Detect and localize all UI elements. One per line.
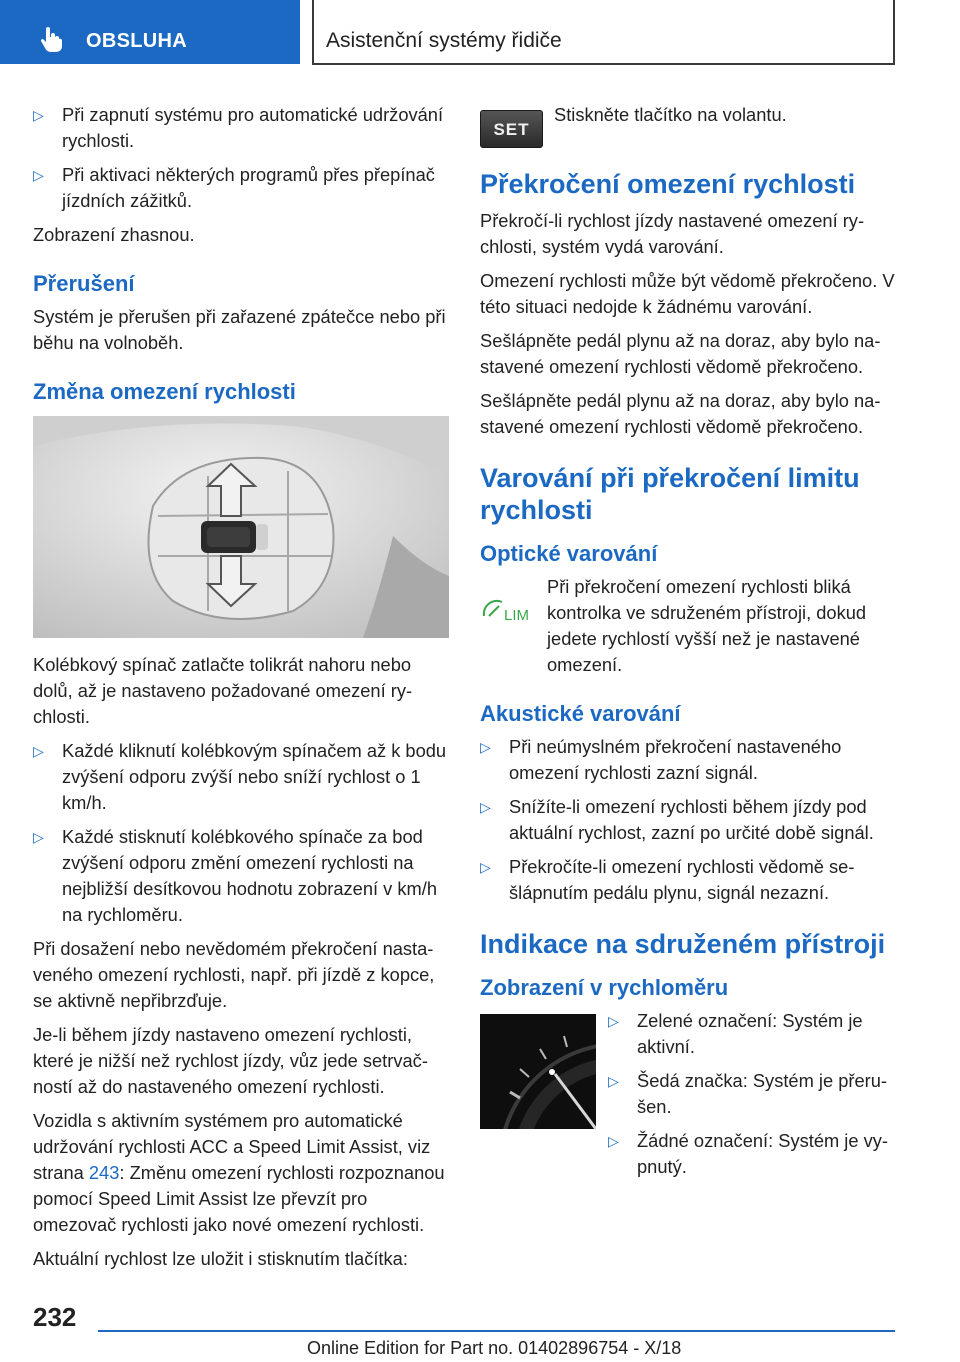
paragraph: Zobrazení zhasnou.	[33, 224, 195, 245]
header-rule	[312, 63, 895, 65]
left-column	[33, 102, 449, 1280]
heading-akusticke: Akustické varování	[480, 701, 681, 726]
paragraph: Aktuální rychlost lze uložit i stisknutím tlačítka:	[33, 1248, 408, 1269]
paragraph: Kolébkový spínač zatlačte tolikrát nahoru nebo dolů, až je nastaveno požadované omezení rychlosti.	[33, 654, 413, 727]
paragraph: Sešlápněte pedál plynu až na doraz, aby bylo nastavené omezení rychlosti vědomě překročeno.	[480, 390, 881, 437]
heading-opticke: Optické varování	[480, 541, 658, 566]
edition-info: Online Edition for Part no. 01402896754 - X/18	[307, 1338, 682, 1358]
set-button-row	[480, 102, 900, 150]
list-item: ▷ Každé stisknutí kolébkového spínače za bod zvýšení odporu změní omezení rychlosti na nejbližší desítkovou hodnotu zobrazení v km/h na rychloměru.	[33, 826, 437, 925]
paragraph: Při dosažení nebo nevědomém překročení nastaveného omezení rychlosti, např. při jízdě z kopce, se aktivně nepřibrzďuje.	[33, 938, 435, 1011]
list-item: ▷ Žádné označení: Systém je vypnutý.	[608, 1130, 888, 1177]
footer-rule	[98, 1330, 895, 1332]
heading-prekroceni: Překročení omezení rychlosti	[480, 169, 856, 199]
list-item: ▷ Šedá značka: Systém je přerušen.	[608, 1070, 887, 1117]
optical-warning-block	[480, 574, 900, 678]
list-item: ▷ Při neúmyslném překročení nastaveného omezení rychlosti zazní signál.	[480, 736, 842, 783]
paragraph: Vozidla s aktivním systémem pro automatické udržování rychlosti ACC a Speed Limit Assist, viz strana 243: Změnu omezení rychlosti rozpoznanou pomocí Speed Limit Assist lze převzít pro omezovač rychlosti jako nové omezení rychlosti.	[33, 1110, 445, 1235]
hand-pointer-icon	[40, 26, 64, 52]
speedometer-marking-image	[480, 1014, 596, 1129]
triangle-bullet-icon: ▷	[33, 167, 44, 183]
triangle-bullet-icon: ▷	[33, 743, 44, 759]
triangle-bullet-icon: ▷	[480, 859, 491, 875]
list-item: ▷ Snížíte-li omezení rychlosti během jízdy pod aktuální rychlost, zazní po určité době signál.	[480, 796, 874, 843]
page-link-243[interactable]: 243	[88, 1162, 120, 1183]
paragraph: Při překročení omezení rychlosti bliká kontrolka ve sdruženém přístroji, dokud jedete rychlostí vyšší než je nastavené omezení.	[547, 576, 867, 675]
triangle-bullet-icon: ▷	[480, 739, 491, 755]
triangle-bullet-icon: ▷	[480, 799, 491, 815]
speed-limit-indicator-icon	[480, 594, 536, 622]
list-item: ▷ Každé kliknutí kolébkovým spínačem až k bodu zvýšení odporu zvýší nebo sníží rychlost o 1 km/h.	[33, 740, 447, 813]
list-item: ▷ Při zapnutí systému pro automatické udržování rychlosti.	[33, 104, 444, 151]
chapter-title: Asistenční systémy řidiče	[326, 29, 562, 52]
list-item: ▷ Překročíte-li omezení rychlosti vědomě sešlápnutím pedálu plynu, signál nezazní.	[480, 856, 855, 903]
paragraph: Systém je přerušen při zařazené zpátečce nebo při běhu na volnoběh.	[33, 306, 446, 353]
set-button-image: SET	[480, 110, 543, 148]
paragraph: Sešlápněte pedál plynu až na doraz, aby bylo nastavené omezení rychlosti vědomě překročeno.	[480, 330, 881, 377]
svg-text:LIM: LIM	[504, 607, 530, 622]
paragraph: Stiskněte tlačítko na volantu.	[554, 104, 787, 125]
list-item: ▷ Zelené označení: Systém je aktivní.	[608, 1010, 863, 1057]
triangle-bullet-icon: ▷	[33, 829, 44, 845]
paragraph: Omezení rychlosti může být vědomě překročeno. V této situaci nedojde k žádnému varování.	[480, 270, 895, 317]
header-divider	[893, 0, 895, 64]
heading-varovani: Varování při překročení limitu rychlosti	[480, 463, 860, 525]
page-number: 232	[33, 1302, 77, 1332]
section-tab[interactable]	[0, 0, 300, 64]
speedometer-block	[480, 1008, 900, 1180]
section-tab-label: OBSLUHA	[86, 30, 187, 52]
heading-indikace: Indikace na sdruženém přístroji	[480, 929, 886, 959]
steering-wheel-rocker-switch-image	[33, 416, 449, 638]
paragraph: Překročí-li rychlost jízdy nastavené omezení rychlosti, systém vydá varování.	[480, 210, 865, 257]
heading-zmena-omezeni: Změna omezení rychlosti	[33, 379, 296, 404]
triangle-bullet-icon: ▷	[608, 1073, 619, 1089]
heading-preruseni: Přerušení	[33, 271, 135, 296]
paragraph: Je-li během jízdy nastaveno omezení rychlosti, které je nižší než rychlost jízdy, vůz jede setrvačností až do nastaveného omezení rychlosti.	[33, 1024, 428, 1097]
triangle-bullet-icon: ▷	[33, 107, 44, 123]
right-column	[480, 102, 900, 1188]
triangle-bullet-icon: ▷	[608, 1013, 619, 1029]
list-item: ▷ Při aktivaci některých programů přes přepínač jízdních zážitků.	[33, 164, 435, 211]
triangle-bullet-icon: ▷	[608, 1133, 619, 1149]
heading-zobrazeni: Zobrazení v rychloměru	[480, 975, 729, 1000]
speedometer-list	[608, 1008, 900, 1180]
header-divider	[312, 0, 314, 64]
